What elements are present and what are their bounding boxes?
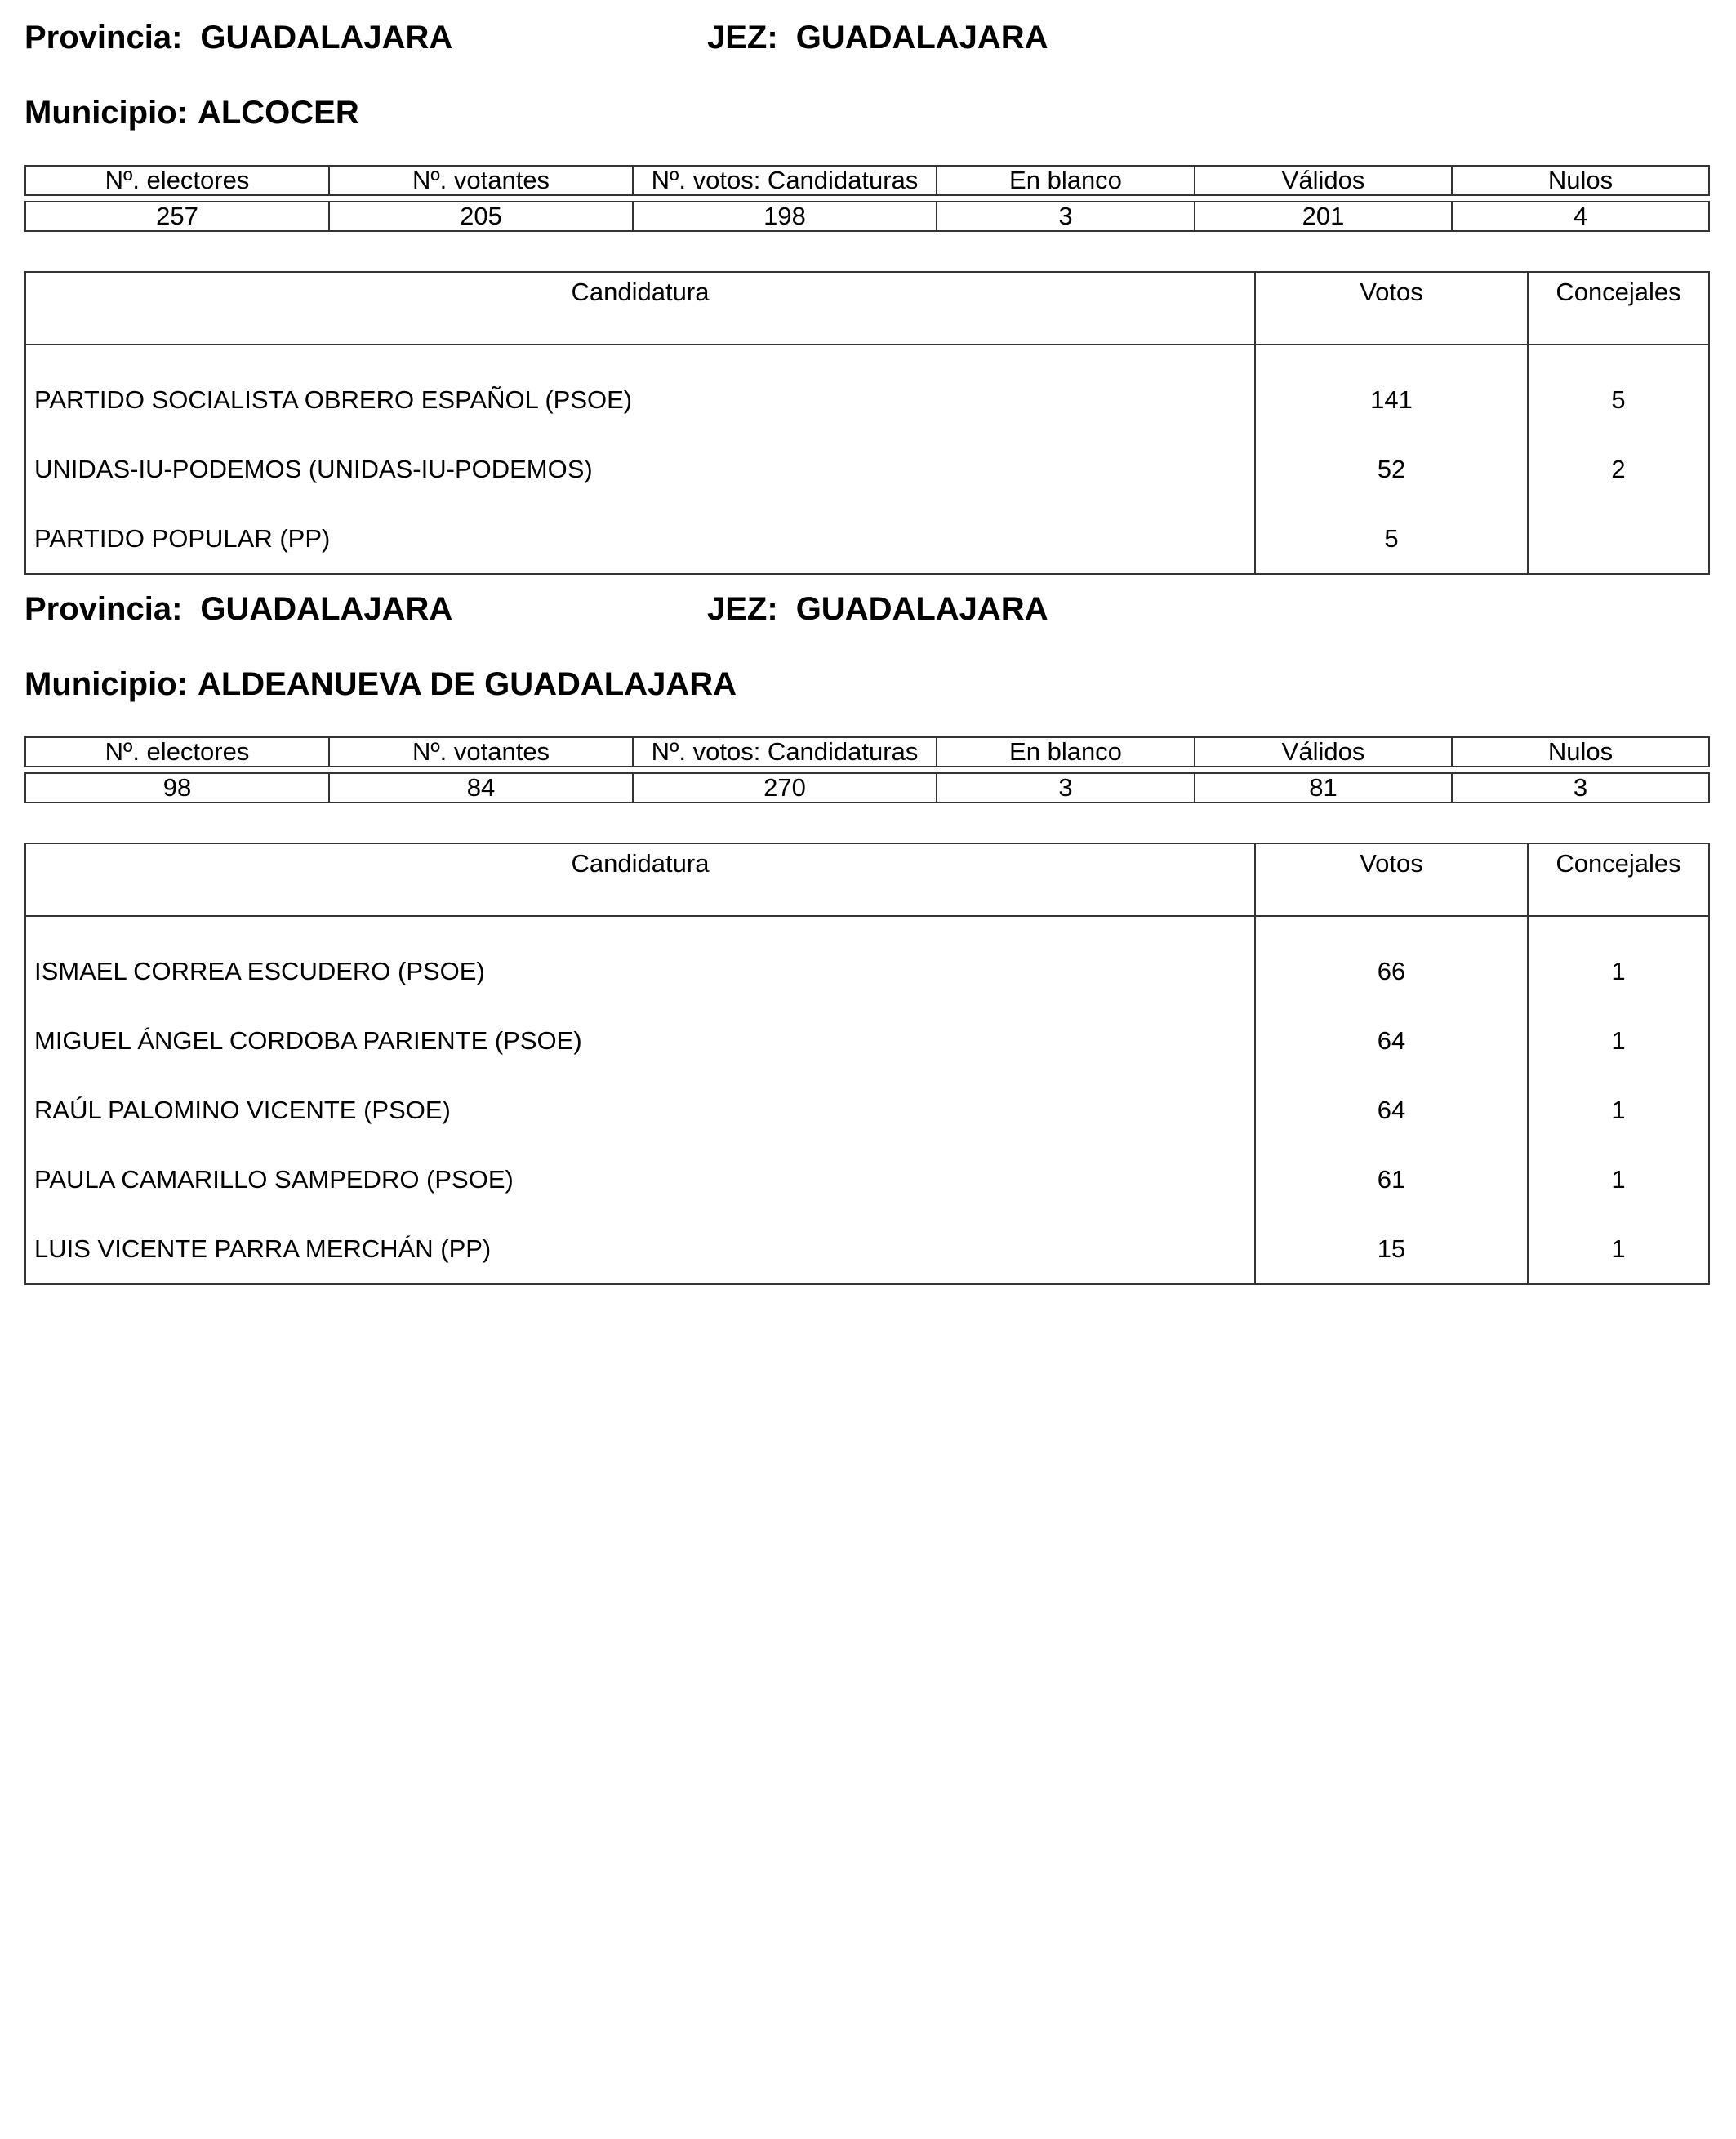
municipio-line [24, 665, 737, 704]
candidates-header-votos: Votos [1255, 272, 1528, 345]
summary-value-votos-candidaturas: 270 [633, 773, 937, 803]
jez-label: JEZ: [707, 591, 778, 627]
candidates-header-row [25, 843, 1709, 916]
candidate-concejales: 1 [1528, 1006, 1709, 1075]
summary-header-en-blanco: En blanco [937, 166, 1195, 195]
candidate-name: MIGUEL ÁNGEL CORDOBA PARIENTE (PSOE) [25, 1006, 1255, 1075]
candidate-name: PARTIDO SOCIALISTA OBRERO ESPAÑOL (PSOE) [25, 345, 1255, 434]
summary-header-votantes: Nº. votantes [329, 166, 633, 195]
summary-gap [25, 195, 1709, 202]
jez-group [707, 589, 1048, 629]
candidate-votos: 64 [1255, 1006, 1528, 1075]
summary-value-votantes: 205 [329, 202, 633, 231]
candidate-concejales: 1 [1528, 1214, 1709, 1284]
municipio-line [24, 93, 359, 132]
summary-table [24, 736, 1710, 803]
summary-header-nulos: Nulos [1452, 737, 1709, 767]
jez-label: JEZ: [707, 20, 778, 56]
candidate-name: PAULA CAMARILLO SAMPEDRO (PSOE) [25, 1145, 1255, 1214]
provincia-value: GUADALAJARA [200, 20, 453, 56]
candidate-name: PARTIDO POPULAR (PP) [25, 504, 1255, 574]
summary-gap [25, 767, 1709, 773]
candidates-header-row [25, 272, 1709, 345]
summary-header-votantes: Nº. votantes [329, 737, 633, 767]
municipio-value: ALCOCER [197, 95, 359, 131]
candidate-votos: 66 [1255, 916, 1528, 1006]
summary-header-votos-candidaturas: Nº. votos: Candidaturas [633, 737, 937, 767]
provincia-line [24, 18, 1048, 57]
table-row [25, 345, 1709, 434]
table-row [25, 1075, 1709, 1145]
candidates-header-candidatura: Candidatura [25, 843, 1255, 916]
summary-value-en-blanco: 3 [937, 773, 1195, 803]
summary-value-electores: 257 [25, 202, 329, 231]
summary-header-validos: Válidos [1195, 737, 1452, 767]
candidate-concejales: 2 [1528, 434, 1709, 504]
summary-header-row [25, 737, 1709, 767]
candidate-votos: 15 [1255, 1214, 1528, 1284]
table-row [25, 504, 1709, 574]
candidate-concejales: 1 [1528, 1145, 1709, 1214]
municipio-label: Municipio: [24, 666, 188, 702]
summary-header-electores: Nº. electores [25, 737, 329, 767]
table-row [25, 434, 1709, 504]
candidate-votos: 61 [1255, 1145, 1528, 1214]
candidate-votos: 64 [1255, 1075, 1528, 1145]
candidate-name: ISMAEL CORREA ESCUDERO (PSOE) [25, 916, 1255, 1006]
summary-value-votantes: 84 [329, 773, 633, 803]
jez-group [707, 18, 1048, 57]
provincia-value: GUADALAJARA [200, 591, 453, 627]
jez-value: GUADALAJARA [795, 20, 1048, 56]
candidates-table [24, 271, 1710, 575]
table-row [25, 916, 1709, 1006]
candidate-name: RAÚL PALOMINO VICENTE (PSOE) [25, 1075, 1255, 1145]
candidates-header-votos: Votos [1255, 843, 1528, 916]
summary-gap-cell [25, 195, 1709, 202]
candidate-votos: 5 [1255, 504, 1528, 574]
table-row [25, 1006, 1709, 1075]
summary-header-en-blanco: En blanco [937, 737, 1195, 767]
candidate-concejales [1528, 504, 1709, 574]
summary-header-row [25, 166, 1709, 195]
jez-value: GUADALAJARA [795, 591, 1048, 627]
summary-table [24, 165, 1710, 232]
candidate-concejales: 1 [1528, 1075, 1709, 1145]
table-row [25, 1214, 1709, 1284]
candidate-concejales: 5 [1528, 345, 1709, 434]
summary-value-nulos: 3 [1452, 773, 1709, 803]
summary-value-validos: 201 [1195, 202, 1452, 231]
summary-value-row [25, 202, 1709, 231]
summary-header-electores: Nº. electores [25, 166, 329, 195]
candidates-header-concejales: Concejales [1528, 272, 1709, 345]
summary-header-nulos: Nulos [1452, 166, 1709, 195]
candidates-header-concejales: Concejales [1528, 843, 1709, 916]
candidate-votos: 52 [1255, 434, 1528, 504]
candidate-concejales: 1 [1528, 916, 1709, 1006]
candidates-header-candidatura: Candidatura [25, 272, 1255, 345]
summary-header-votos-candidaturas: Nº. votos: Candidaturas [633, 166, 937, 195]
candidate-votos: 141 [1255, 345, 1528, 434]
candidate-name: UNIDAS-IU-PODEMOS (UNIDAS-IU-PODEMOS) [25, 434, 1255, 504]
summary-header-validos: Válidos [1195, 166, 1452, 195]
summary-value-validos: 81 [1195, 773, 1452, 803]
summary-value-en-blanco: 3 [937, 202, 1195, 231]
provincia-line [24, 589, 1048, 629]
provincia-label: Provincia: [24, 20, 183, 56]
summary-value-electores: 98 [25, 773, 329, 803]
provincia-label: Provincia: [24, 591, 183, 627]
candidate-name: LUIS VICENTE PARRA MERCHÁN (PP) [25, 1214, 1255, 1284]
summary-value-votos-candidaturas: 198 [633, 202, 937, 231]
summary-value-nulos: 4 [1452, 202, 1709, 231]
summary-value-row [25, 773, 1709, 803]
municipio-label: Municipio: [24, 95, 188, 131]
municipio-value: ALDEANUEVA DE GUADALAJARA [197, 666, 737, 702]
table-row [25, 1145, 1709, 1214]
summary-gap-cell [25, 767, 1709, 773]
candidates-table [24, 843, 1710, 1285]
